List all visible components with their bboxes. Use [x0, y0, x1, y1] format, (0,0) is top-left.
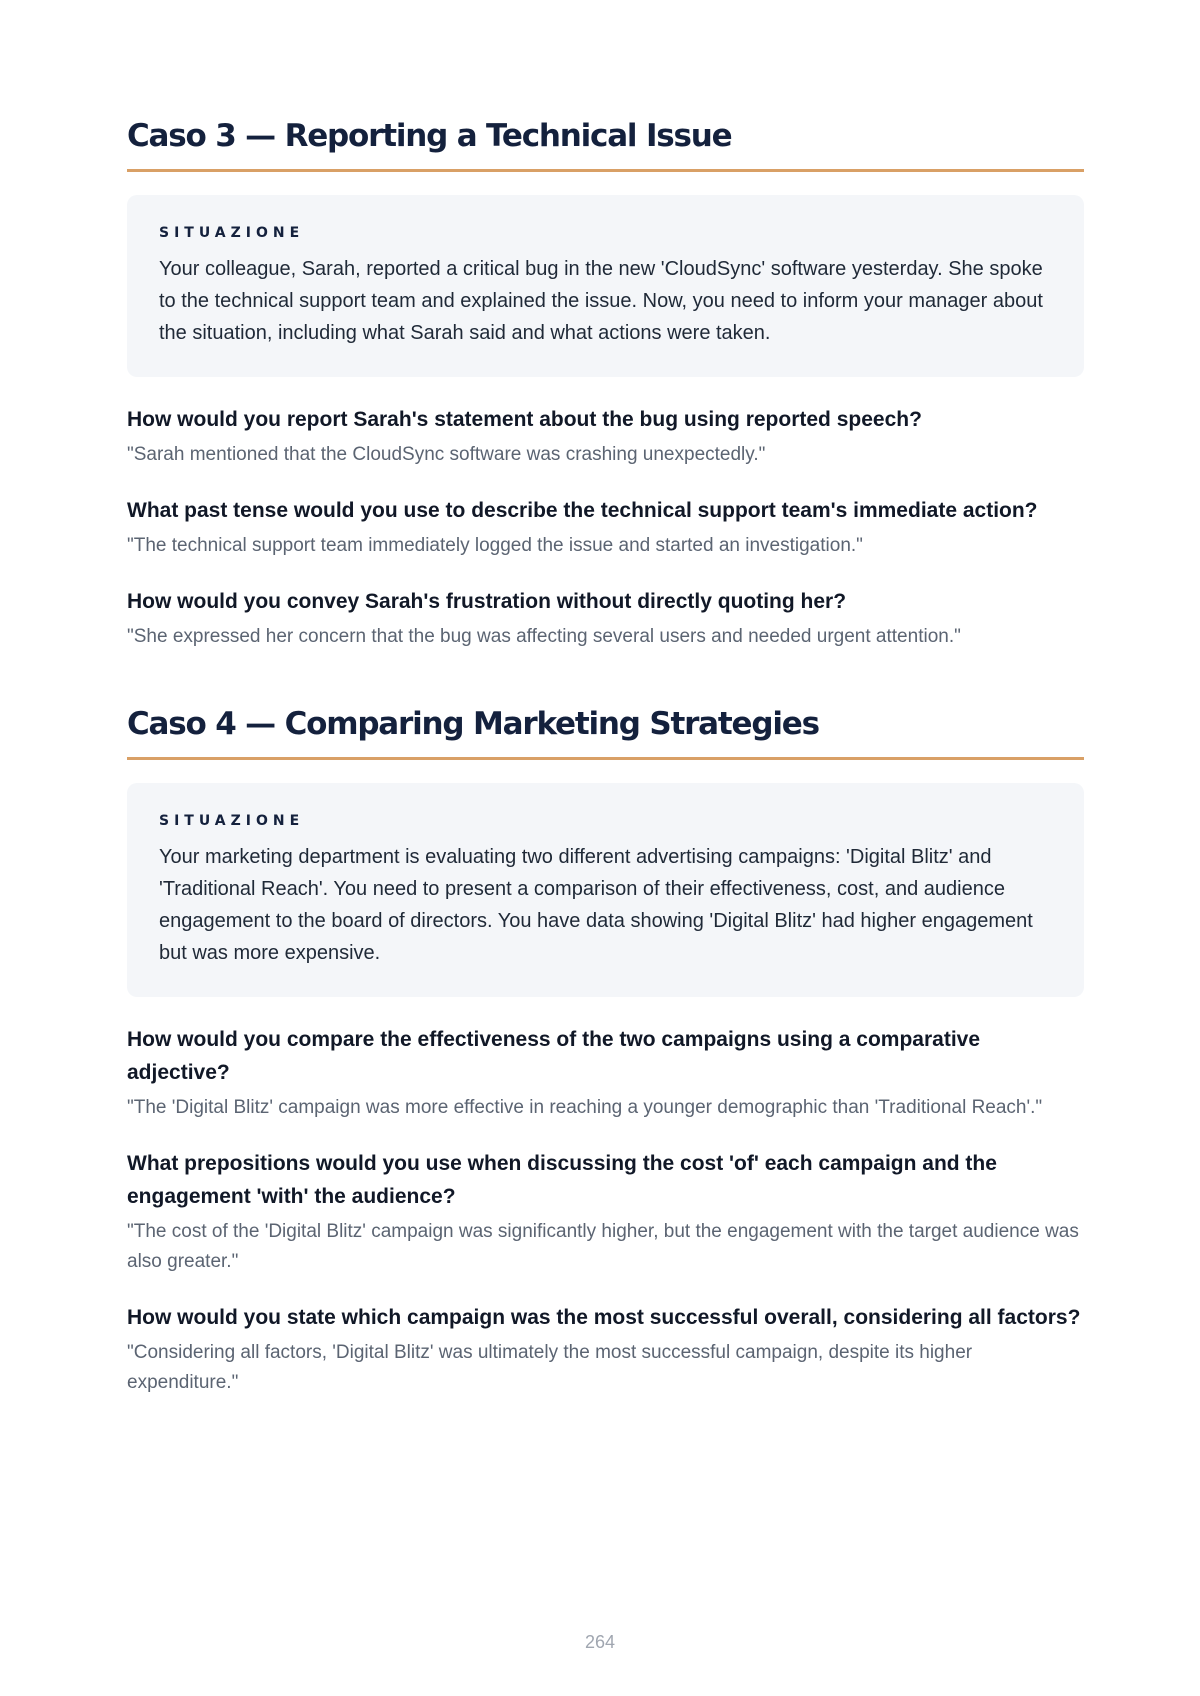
situation-box: [127, 783, 1084, 997]
answer-text: "The cost of the 'Digital Blitz' campaign was significantly higher, but the engagement with the target audience was also greater.": [127, 1221, 1079, 1273]
page-content: [127, 118, 1084, 1398]
situation-text: Your colleague, Sarah, reported a critical bug in the new 'CloudSync' software yesterday. She spoke to the technical support team and explained the issue. Now, you need to inform your manager about the situation, including what Sarah said and what actions were taken.: [159, 258, 1043, 345]
page-number: 264: [584, 1632, 616, 1652]
situation-text: Your marketing department is evaluating two different advertising campaigns: 'Digital Blitz' and 'Traditional Reach'. You need to present a comparison of their effectiveness, cost, and audience engagement to the board of directors. You have data showing 'Digital Blitz' had higher engagement but was more expensive.: [159, 846, 1033, 965]
case-title: Caso 3 — Reporting a Technical Issue: [127, 118, 1084, 172]
question-item: [127, 403, 1084, 470]
answer-text: "The technical support team immediately logged the issue and started an investigation.": [127, 535, 863, 557]
answer-text: "Sarah mentioned that the CloudSync software was crashing unexpectedly.": [127, 444, 766, 466]
question-item: [127, 1301, 1084, 1398]
question-text: What past tense would you use to describe the technical support team's immediate action?: [127, 499, 1038, 523]
case-title: Caso 4 — Comparing Marketing Strategies: [127, 706, 1084, 760]
case-section-4: [127, 706, 1084, 1398]
question-text: What prepositions would you use when discussing the cost 'of' each campaign and the engagement 'with' the audience?: [127, 1152, 997, 1209]
question-item: [127, 585, 1084, 652]
situation-label: SITUAZIONE: [159, 225, 305, 242]
situation-box: [127, 195, 1084, 377]
answer-text: "Considering all factors, 'Digital Blitz' was ultimately the most successful campaign, despite its higher expenditure.": [127, 1342, 973, 1394]
answer-text: "The 'Digital Blitz' campaign was more effective in reaching a younger demographic than 'Traditional Reach'.": [127, 1097, 1043, 1119]
answer-text: "She expressed her concern that the bug was affecting several users and needed urgent attention.": [127, 626, 961, 648]
question-text: How would you state which campaign was the most successful overall, considering all factors?: [127, 1306, 1081, 1330]
case-section-3: [127, 118, 1084, 652]
question-item: [127, 494, 1084, 561]
question-text: How would you compare the effectiveness of the two campaigns using a comparative adjective?: [127, 1028, 981, 1085]
question-text: How would you convey Sarah's frustration without directly quoting her?: [127, 590, 847, 614]
question-text: How would you report Sarah's statement about the bug using reported speech?: [127, 408, 922, 432]
question-item: [127, 1147, 1084, 1277]
situation-label: SITUAZIONE: [159, 813, 305, 830]
question-item: [127, 1023, 1084, 1123]
